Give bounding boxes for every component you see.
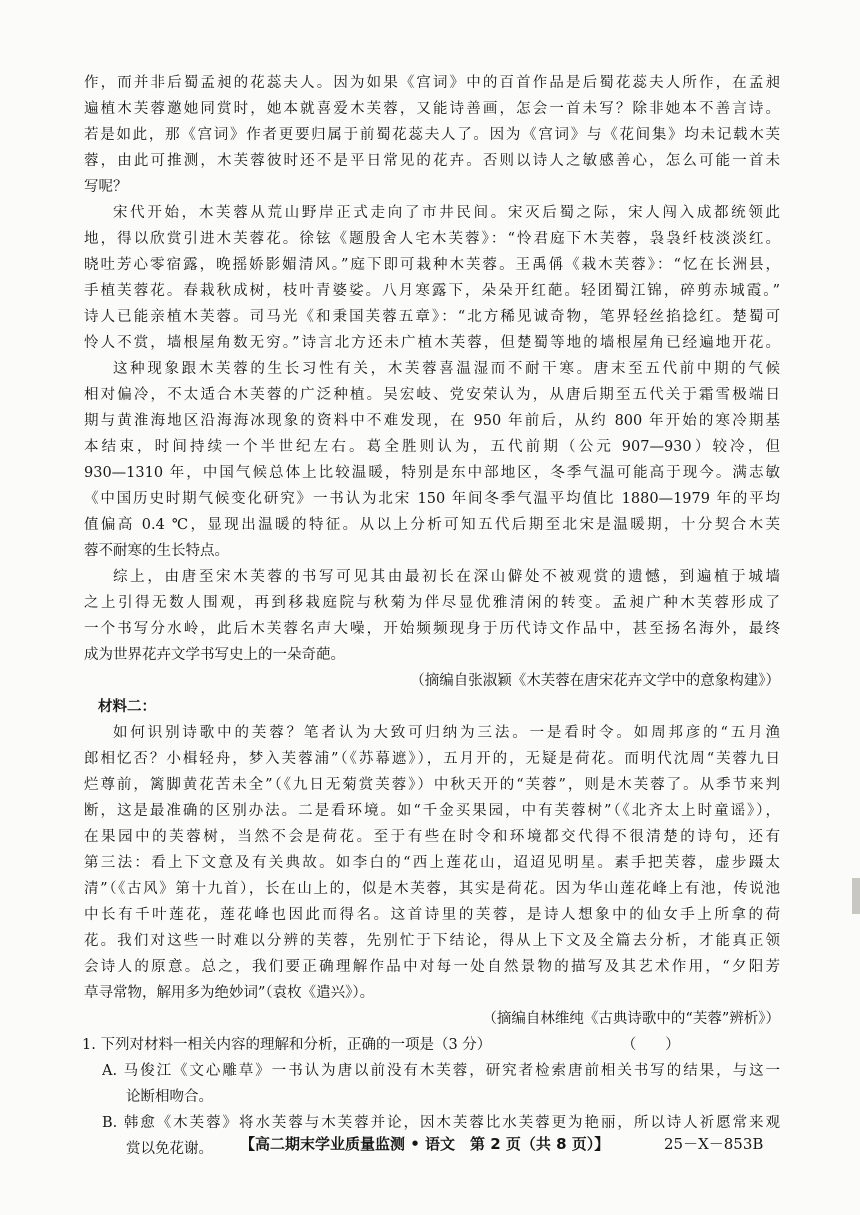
paragraph-first-line: 综上，由唐至宋木芙蓉的书写可见其由最初长在深山僻处不被观赏的遗憾，到遍植于城墙 [113,569,780,585]
text-line: 相对偏冷，不太适合木芙蓉的广泛种植。吴宏岐、党安荣认为，从唐后期至五代关于霜雪极端日 [84,387,780,403]
text-line: 期与黄淮海地区沿海海冰现象的资料中不难发现，在 950 年前后，从约 800 年开始的寒冷期基 [84,413,780,429]
option-a-continued: 论断相吻合。 [126,1089,213,1105]
text-line: 会诗人的原意。总之，我们要正确理解作品中对每一处自然景物的描写及其艺术作用，“夕阳芳 [84,959,780,975]
paragraph-first-line: 宋代开始，木芙蓉从荒山野岸正式走向了市井民间。宋灭后蜀之际，宋人闯入成都统领此 [113,205,780,221]
text-line: 郎相忆否？小楫轻舟，梦入芙蓉浦”（《苏幕遮》），五月开的，无疑是荷花。而明代沈周“芙蓉九日 [84,751,780,767]
source-citation: （摘编自张淑颖《木芙蓉在唐宋花卉文学中的意象构建》） [410,673,780,689]
text-line: 写呢？ [84,179,128,195]
text-line: 手植芙蓉花。春栽秋成树，枝叶青婆娑。八月寒露下，朵朵开红葩。轻团蜀江锦，碎剪赤城霞。” [84,283,780,299]
text-line: 成为世界花卉文学书写史上的一朵奇葩。 [84,647,345,663]
text-line: 遍植木芙蓉邀她同赏时，她本就喜爱木芙蓉，又能诗善画，怎会一首未写？除非她本不善言诗。 [84,101,780,117]
text-line: 清”（《古风》第十九首），长在山上的，似是木芙蓉，其实是荷花。因为华山莲花峰上有池，传说池 [84,881,780,897]
scan-edge-mark [852,878,860,914]
text-line: 作，而并非后蜀孟昶的花蕊夫人。因为如果《宫词》中的百首作品是后蜀花蕊夫人所作，在孟昶 [84,75,780,91]
paragraph-first-line: 如何识别诗歌中的芙蓉？笔者认为大致可归纳为三法。一是看时令。如周邦彦的“五月渔 [113,725,780,741]
page-footer [0,1133,860,1157]
option-b: B. 韩愈《木芙蓉》将水芙蓉与木芙蓉并论，因木芙蓉比水芙蓉更为艳丽，所以诗人祈愿常来观 [102,1115,780,1131]
section-heading: 材料二： [98,699,156,715]
text-line: 一个书写分水岭，此后木芙蓉名声大噪，开始频频现身于历代诗文作品中，甚至扬名海外，最终 [84,621,780,637]
text-line: 之上引得无数人围观，再到移栽庭院与秋菊为伴尽显优雅清闲的转变。孟昶广种木芙蓉形成了 [84,595,780,611]
text-line: 若是如此，那《宫词》作者更要归属于前蜀花蕊夫人了。因为《宫词》与《花间集》均未记载木芙 [84,127,780,143]
paragraph-first-line: 这种现象跟木芙蓉的生长习性有关，木芙蓉喜温湿而不耐干寒。唐末至五代前中期的气候 [113,361,780,377]
text-line: 930—1310 年，中国气候总体上比较温暖，特别是东中部地区，冬季气温可能高于现今。满志敏 [84,465,780,481]
footer-title: 【高二期末学业质量监测 • 语文 第 2 页（共 8 页）】 [240,1135,610,1153]
text-line: 在果园中的芙蓉树，当然不会是荷花。至于有些在时令和环境都交代得不很清楚的诗句，还有 [84,829,780,845]
text-line: 晓吐芳心零宿露，晚摇娇影媚清风。”庭下即可栽种木芙蓉。王禹偁《栽木芙蓉》：“忆在长洲县， [84,257,780,273]
text-line: 地，得以欣赏引进木芙蓉花。徐铉《题殷舍人宅木芙蓉》：“怜君庭下木芙蓉，袅袅纤枝淡淡红。 [84,231,780,247]
option-b-continued: 赏以免花谢。 [126,1141,213,1157]
text-line: 本结束，时间持续一个半世纪左右。葛全胜则认为，五代前期（公元 907—930）较冷，但 [84,439,780,455]
text-line: 草寻常物，解用多为绝妙词”（袁枚《遣兴》）。 [84,985,375,1001]
option-a: A. 马俊江《文心雕草》一书认为唐以前没有木芙蓉，研究者检索唐前相关书写的结果，与这一 [102,1063,780,1079]
source-citation: （摘编自林维纯《古典诗歌中的“芙蓉”辨析》） [482,1011,780,1027]
text-line: 蓉不耐寒的生长特点。 [84,543,229,559]
text-line: 《中国历史时期气候变化研究》一书认为北宋 150 年间冬季气温平均值比 1880—1979 年的平均 [84,491,780,507]
text-line: 诗人已能亲植木芙蓉。司马光《和秉国芙蓉五章》：“北方稀见诚奇物，笔界轻丝掐捻红。楚蜀可 [84,309,780,325]
footer-code: 25－X－853B [664,1135,764,1153]
text-line: 烂尊前，篱脚黄花苦未全”（《九日无菊赏芙蓉》）中秋天开的“芙蓉”，则是木芙蓉了。从季节来判 [84,777,780,793]
text-line: 怜人不赏，墙根屋角数无穷。”诗言北方还未广植木芙蓉，但楚蜀等地的墙根屋角已经遍地开花。 [84,335,780,351]
text-line: 断，这是最准确的区别办法。二是看环境。如“千金买果园，中有芙蓉树”（《北齐太上时童谣》）， [84,803,780,819]
text-line: 花。我们对这些一时难以分辨的芙蓉，先别忙于下结论，得从上下文及全篇去分析，才能真正领 [84,933,780,949]
text-line: 中长有千叶莲花，莲花峰也因此而得名。这首诗里的芙蓉，是诗人想象中的仙女手上所拿的荷 [84,907,780,923]
text-line: 值偏高 0.4 ℃，显现出温暖的特征。从以上分析可知五代后期至北宋是温暖期，十分契合木芙 [84,517,780,533]
text-line: 蓉，由此可推测，木芙蓉彼时还不是平日常见的花卉。否则以诗人之敏感善心，怎么可能一首未 [84,153,780,169]
text-line: 第三法：看上下文意及有关典故。如李白的“西上莲花山，迢迢见明星。素手把芙蓉，虚步蹑太 [84,855,780,871]
question-stem: 1. 下列对材料一相关内容的理解和分析，正确的一项是（3 分） （ ） [82,1037,680,1053]
